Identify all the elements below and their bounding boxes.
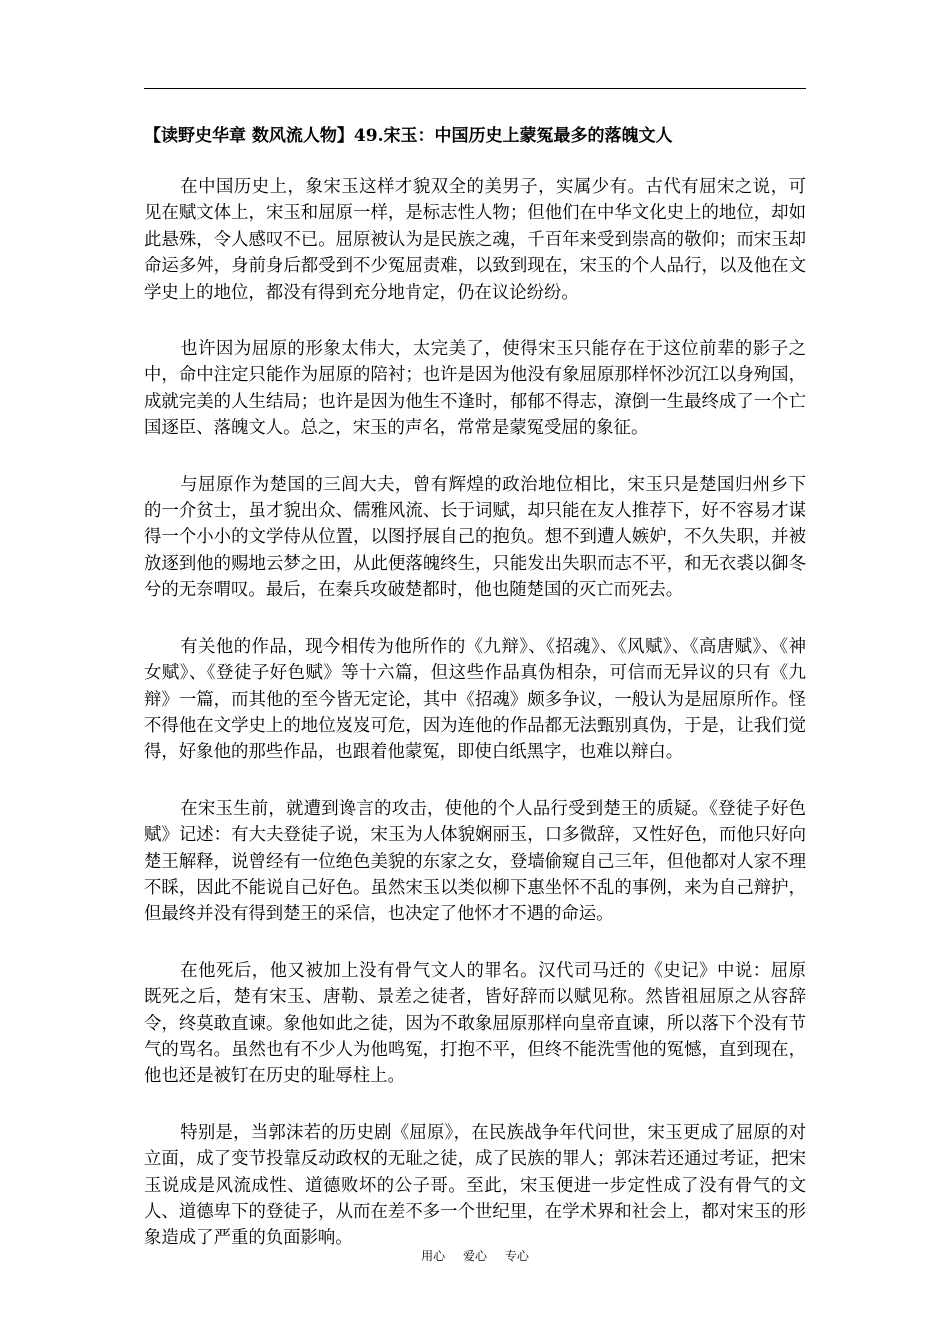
- paragraph-6: 在他死后，他又被加上没有骨气文人的罪名。汉代司马迁的《史记》中说：屈原既死之后，楚有宋玉、唐勒、景差之徒者，皆好辞而以赋见称。然皆祖屈原之从容辞令，终莫敢直谏。象他如此之徒，因为不敢象屈原那样向皇帝直谏，所以落下个没有节气的骂名。虽然也有不少人为他鸣冤，打抱不平，但终不能洗雪他的冤憾，直到现在，他也还是被钉在历史的耻辱柱上。: [144, 960, 806, 1087]
- paragraph-1: 在中国历史上，象宋玉这样才貌双全的美男子，实属少有。古代有屈宋之说，可见在赋文体上，宋玉和屈原一样，是标志性人物；但他们在中华文化史上的地位，却如此悬殊，令人感叹不已。屈原被认为是民族之魂，千百年来受到崇高的敬仰；而宋玉却命运多舛，身前身后都受到不少冤屈责难，以致到现在，宋玉的个人品行，以及他在文学史上的地位，都没有得到充分地肯定，仍在议论纷纷。: [144, 177, 806, 303]
- page-footer: [0, 1248, 950, 1264]
- paragraph-7: 特别是，当郭沫若的历史剧《屈原》，在民族战争年代问世，宋玉更成了屈原的对立面，成了变节投靠反动政权的无耻之徒，成了民族的罪人；郭沫若还通过考证，把宋玉说成是风流成性、道德败坏的公子哥。至此，宋玉便进一步定性成了没有骨气的文人、道德卑下的登徒子，从而在差不多一个世纪里，在学术界和社会上，都对宋玉的形象造成了严重的负面影响。: [144, 1122, 806, 1249]
- article-body: [144, 174, 806, 1282]
- footer-motto-3: 专心: [504, 1249, 529, 1263]
- footer-motto-1: 用心: [421, 1249, 446, 1263]
- paragraph-5: 在宋玉生前，就遭到谗言的攻击，使他的个人品行受到楚王的质疑。《登徒子好色赋》记述：有大夫登徒子说，宋玉为人体貌娴丽玉，口多微辞，又性好色，而他只好向楚王解释，说曾经有一位绝色美貌的东家之女，登墙偷窥自己三年，但他都对人家不理不睬，因此不能说自己好色。虽然宋玉以类似柳下惠坐怀不乱的事例，来为自己辩护，但最终并没有得到楚王的采信，也决定了他怀才不遇的命运。: [144, 798, 806, 925]
- paragraph-3: 与屈原作为楚国的三闾大夫，曾有辉煌的政治地位相比，宋玉只是楚国归州乡下的一介贫士，虽才貌出众、儒雅风流、长于词赋，却只能在友人推荐下，好不容易才谋得一个小小的文学侍从位置，以图抒展自己的抱负。想不到遭人嫉妒，不久失职，并被放逐到他的赐地云梦之田，从此便落魄终生，只能发出失职而志不平，和无衣裘以御冬兮的无奈喟叹。最后，在秦兵攻破楚都时，他也随楚国的灭亡而死去。: [144, 474, 806, 601]
- footer-motto-2: 爱心: [462, 1249, 487, 1263]
- paragraph-2: 也许因为屈原的形象太伟大，太完美了，使得宋玉只能存在于这位前辈的影子之中，命中注定只能作为屈原的陪衬；也许是因为他没有象屈原那样怀沙沉江以身殉国，成就完美的人生结局；也许是因为他生不逢时，郁郁不得志，潦倒一生最终成了一个亡国逐臣、落魄文人。总之，宋玉的声名，常常是蒙冤受屈的象征。: [144, 339, 806, 439]
- paragraph-4: 有关他的作品，现今相传为他所作的《九辩》、《招魂》、《风赋》、《高唐赋》、《神女赋》、《登徒子好色赋》等十六篇，但这些作品真伪相杂，可信而无异议的只有《九辩》一篇，而其他的至今皆无定论，其中《招魂》颇多争议，一般认为是屈原所作。怪不得他在文学史上的地位岌岌可危，因为连他的作品都无法甄别真伪，于是，让我们觉得，好象他的那些作品，也跟着他蒙冤，即使白纸黑字，也难以辩白。: [144, 636, 806, 763]
- header-rule: [144, 88, 806, 89]
- article-title: 【读野史华章 数风流人物】49.宋玉：中国历史上蒙冤最多的落魄文人: [144, 126, 673, 146]
